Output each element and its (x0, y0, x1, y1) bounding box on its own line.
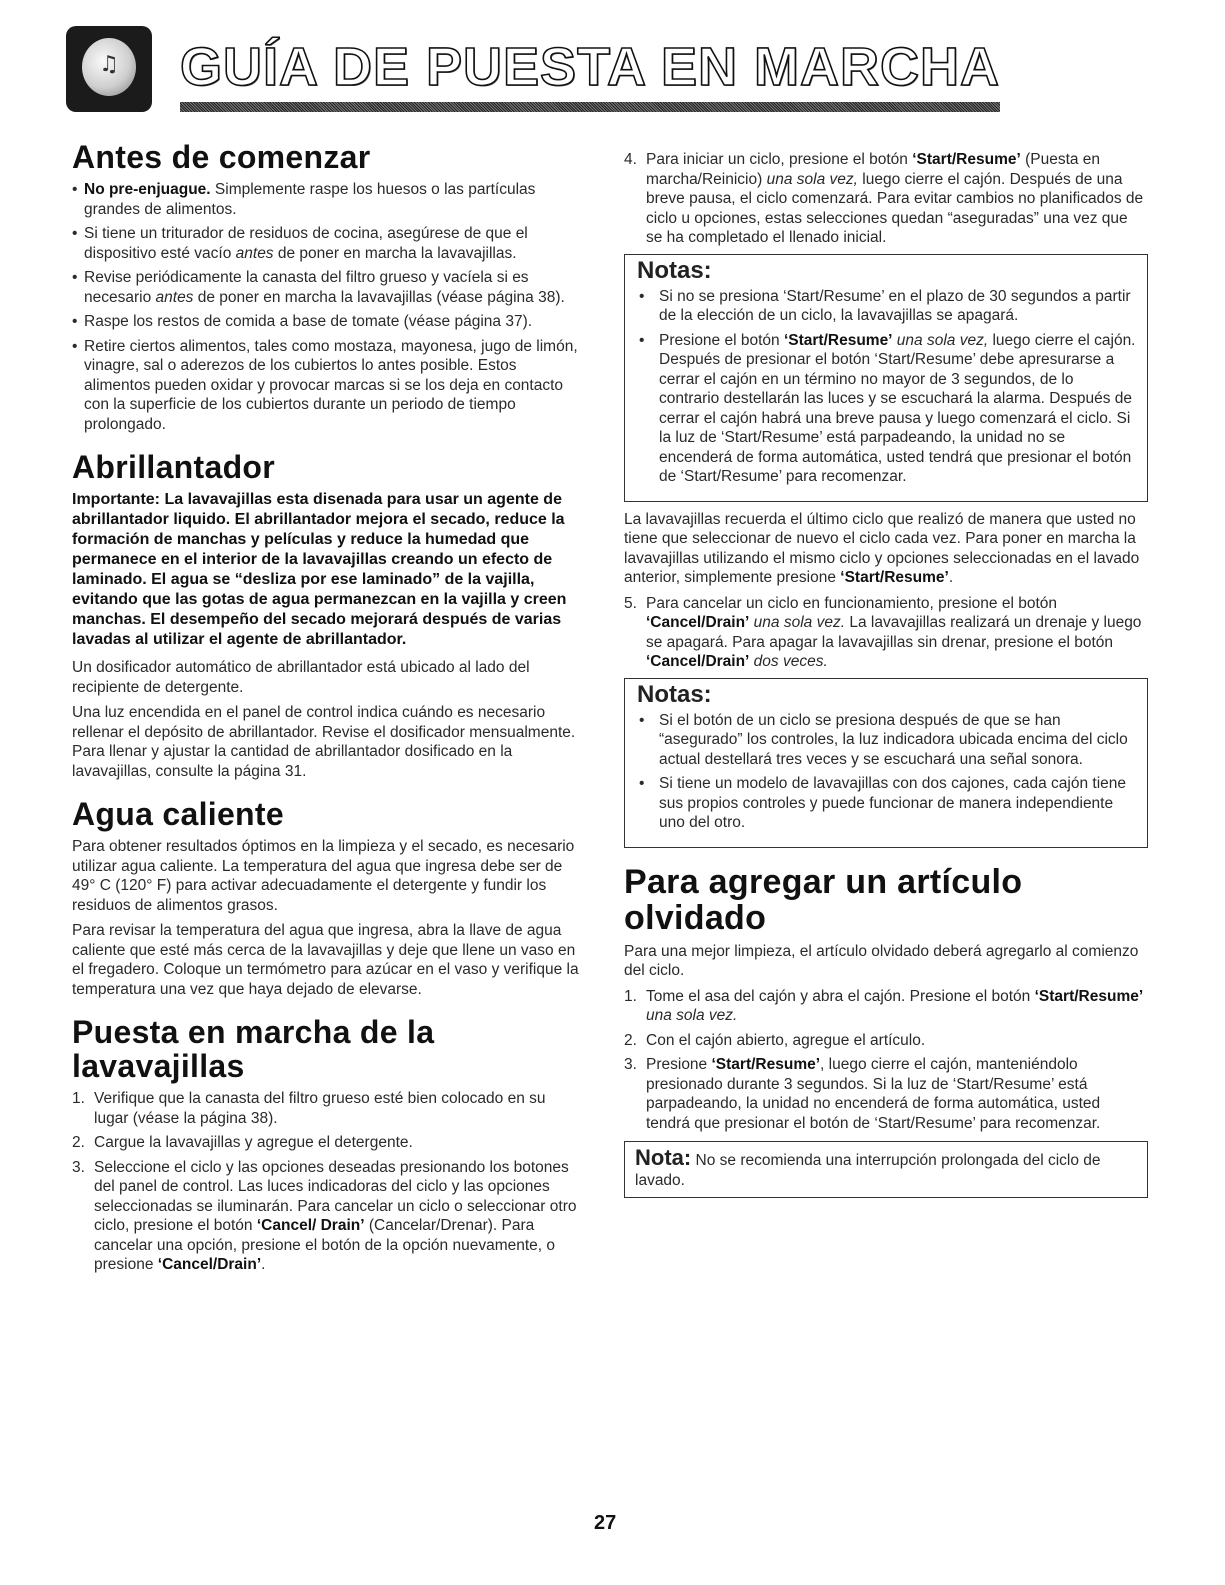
bold-text: ‘Start/Resume’ (783, 331, 893, 349)
paragraph: Para obtener resultados óptimos en la limpieza y el secado, es necesario utilizar agua caliente. La temperatura del agua que ingresa debe ser de 49° C (120° F) para activar adecuadamente el detergente y fundir los residuos de alimentos grasos. (72, 838, 575, 914)
text: Si tiene un triturador de residuos de cocina, asegúrese de que el dispositivo esté vacío (84, 225, 528, 262)
section-title-antes: Antes de comenzar (72, 139, 371, 175)
bold-text: ‘Start/Resume’ (840, 569, 949, 586)
text: , luego cierre el cajón, manteniéndolo presionado durante 3 segundos. Si la luz de ‘Start/Resume’ está parpadeando, la unidad no encenderá de forma automática, usted tendrá que presionar el botón de ‘Start/Resume’ para recomenzar. (646, 1056, 1101, 1132)
italic-text: una sola vez, (892, 331, 989, 349)
bold-text: ‘Cancel/Drain’ (646, 653, 750, 670)
text: Simplemente raspe los huesos o las partículas grandes de alimentos. (84, 181, 536, 218)
step-number: 5. (624, 594, 637, 612)
list-item (72, 224, 582, 263)
paragraph: Para revisar la temperatura del agua que ingresa, abra la llave de agua caliente que esté más cerca de la lavavajillas y deje que llene un vaso en el fregadero. Coloque un termómetro para azúcar en el vaso y verifique la temperatura una vez que haya dejado de elevarse. (72, 922, 579, 998)
step-number: 2. (72, 1134, 85, 1151)
text: Seleccione el ciclo y las opciones deseadas presionando los botones del panel de control. Las luces indicadoras del ciclo y las opciones seleccionadas se iluminarán. Para cancelar un ciclo o seleccionar otro ciclo, presione el botón (94, 1158, 577, 1234)
bold-text: ‘Start/Resume’ (711, 1056, 821, 1073)
section-agua (72, 797, 582, 999)
text: Para iniciar un ciclo, presione el botón (646, 151, 913, 168)
page-header (58, 18, 1001, 118)
header-icon-glyph: ♫ (99, 52, 119, 77)
italic-text: una sola vez, (766, 170, 858, 188)
list-item: • Retire ciertos alimentos, tales como mostaza, mayonesa, jugo de limón, vinagre, sal o aderezos de los cubiertos lo antes posible. Estos alimentos pueden oxidar y provocar marcas si se los deja en contacto con la superficie de los cubiertos durante un periodo de tiempo prolongado. (72, 337, 582, 435)
step-item (72, 1089, 582, 1128)
step-number: 1. (72, 1090, 85, 1107)
text: La lavavajillas recuerda el último ciclo que realizó de manera que usted no tiene que seleccionar de nuevo el ciclo cada vez. Para poner en marcha la lavavajillas utilizando el mismo ciclo y opciones seleccionadas en el lavado anterior, simplemente presione (624, 510, 1140, 586)
bold-text: ‘Cancel/Drain’ (646, 614, 750, 631)
italic-text: una sola vez. (749, 614, 846, 631)
section-title-agua: Agua caliente (72, 796, 284, 832)
text: (Puesta en marcha/Reinicio) (646, 151, 1101, 188)
section-title-abrillantador: Abrillantador (72, 449, 276, 485)
step-number: 3. (72, 1158, 85, 1176)
italic-text: una sola vez. (646, 1007, 738, 1024)
bold-text: ‘Start/Resume’ (912, 151, 1021, 168)
notes-title: Notas: (637, 256, 712, 284)
paragraph (624, 510, 1148, 588)
page-title: GUÍA DE PUESTA EN MARCHA (180, 37, 1001, 97)
text: Presione el botón (659, 331, 784, 349)
step-number: 3. (624, 1056, 637, 1073)
step-item (72, 1158, 582, 1275)
section-title-puesta: Puesta en marcha de la lavavajillas (72, 1014, 435, 1084)
page-number: 27 (594, 1512, 617, 1534)
text: Revise periódicamente la canasta del filtro grueso y vacíela si es necesario (84, 269, 529, 306)
text: Presione (646, 1056, 712, 1073)
list-item (72, 268, 582, 307)
notes-box (624, 678, 1148, 848)
section-title-agregar: Para agregar un artículo olvidado (624, 862, 1023, 937)
important-paragraph: Importante: La lavavajillas esta disenada para usar un agente de abrillantador liquido. El abrillantador mejora el secado, reduce la formación de manchas y películas y reduce la humedad que permanece en el interior de la lavavajillas creando un efecto de laminado. El agua se “desliza por ese laminado” de la vajilla, evitando que las gotas de agua permanezcan en la vajilla y creen manchas. El desempeño del secado mejorará después de varias lavadas al utilizar el agente de abrillantador. (72, 491, 567, 648)
note-text: No se recomienda una interrupción prolongada del ciclo de lavado. (635, 1152, 1101, 1189)
step-number: 4. (624, 151, 637, 168)
bold-text: ‘Cancel/ Drain’ (256, 1217, 365, 1234)
list-item: • Si tiene un modelo de lavavajillas con dos cajones, cada cajón tiene sus propios controles y puede funcionar de manera independiente uno del otro. (637, 774, 1137, 833)
list-item (637, 331, 1137, 487)
step-item (624, 1031, 1148, 1051)
paragraph: Para una mejor limpieza, el artículo olvidado deberá agregarlo al comienzo del ciclo. (624, 942, 1139, 979)
bold-text: ‘Start/Resume’ (1034, 987, 1144, 1005)
section-antes (72, 140, 582, 434)
list-item: • Si no se presiona ‘Start/Resume’ en el plazo de 30 segundos a partir de la elección de un ciclo, la lavavajillas se apagará. (637, 287, 1137, 326)
text: (Cancelar/Drenar). Para cancelar una opción, presione el botón de la opción nuevamente, o presione (94, 1217, 556, 1273)
bold-text: No pre-enjuague. (84, 181, 211, 198)
antes-list (72, 180, 582, 434)
notes-box (624, 254, 1148, 502)
section-abrillantador (72, 450, 582, 781)
puesta-steps-continued (624, 150, 1148, 248)
text: La lavavajillas realizará un drenaje y luego se apagará. Para apagar la lavavajillas sin drenar, presione el botón (646, 614, 1142, 651)
note-label: Nota: (635, 1145, 692, 1170)
cancel-step (624, 594, 1148, 672)
step-item (624, 594, 1148, 672)
bold-text: ‘Cancel/Drain’ (157, 1256, 262, 1273)
note-box (624, 1141, 1148, 1198)
paragraph: Una luz encendida en el panel de control indica cuándo es necesario rellenar el depósito de abrillantador. Revise el dosificador mensualmente. Para llenar y ajustar la cantidad de abrillantador dosificado en la lavavajillas, consulte la página 31. (72, 704, 576, 780)
section-puesta (72, 1015, 582, 1275)
list-item (72, 180, 582, 219)
text: Verifique que la canasta del filtro grueso esté bien colocado en su lugar (véase la página 38). (94, 1090, 546, 1127)
notes-title: Notas: (637, 680, 712, 708)
agregar-steps (624, 987, 1148, 1134)
title-underline (180, 102, 1000, 112)
section-agregar (624, 864, 1148, 1199)
puesta-steps (72, 1089, 582, 1275)
lightbulb-icon (66, 26, 152, 112)
text: de poner en marcha la lavavajillas (véase página 38). (193, 288, 565, 306)
step-item (624, 987, 1148, 1026)
italic-text: antes (235, 244, 274, 262)
step-number: 2. (624, 1031, 637, 1049)
list-item: • Si el botón de un ciclo se presiona después de que se han “asegurado” los controles, la luz indicadora ubicada encima del ciclo actual destellará tres veces y se escuchará una señal sonora. (637, 711, 1137, 770)
paragraph: Un dosificador automático de abrillantador está ubicado al lado del recipiente de detergente. (72, 659, 530, 696)
left-column (72, 140, 582, 1281)
right-column (624, 150, 1148, 1198)
text: Tome el asa del cajón y abra el cajón. Presione el botón (646, 987, 1035, 1005)
step-number: 1. (624, 987, 637, 1005)
list-item: • Raspe los restos de comida a base de tomate (véase página 37). (72, 312, 582, 332)
notes-list (637, 711, 1137, 833)
text: . (948, 569, 954, 586)
text: de poner en marcha la lavavajillas. (273, 244, 517, 262)
text: Con el cajón abierto, agregue el artículo. (646, 1031, 926, 1049)
text: luego cierre el cajón. Después de presionar el botón ‘Start/Resume’ debe apresurarse a cerrar el cajón en un término no mayor de 3 segundos, de lo contrario destellarán las luces y se escuchará la alarma. Después de cerrar el cajón habrá una breve pausa y luego comenzará el ciclo. Si la luz de ‘Start/Resume’ está parpadeando, la unidad no se encenderá de forma automática, usted tendrá que presionar el botón de ‘Start/Resume’ para recomenzar. (659, 331, 1136, 485)
text: luego cierre el cajón. Después de una breve pausa, el ciclo comenzará. Para evitar cambios no planificados de ciclo u opciones, estas selecciones quedan “aseguradas” una vez que se ha completado el llenado inicial. (646, 170, 1144, 246)
italic-text: antes (155, 288, 194, 306)
text: Para cancelar un ciclo en funcionamiento, presione el botón (646, 594, 1058, 612)
text: Cargue la lavavajillas y agregue el detergente. (94, 1134, 413, 1151)
notes-list (637, 287, 1137, 487)
step-item (624, 150, 1148, 248)
italic-text: dos veces. (749, 653, 828, 670)
step-item (624, 1055, 1148, 1133)
step-item (72, 1133, 582, 1153)
text: . (261, 1256, 266, 1273)
